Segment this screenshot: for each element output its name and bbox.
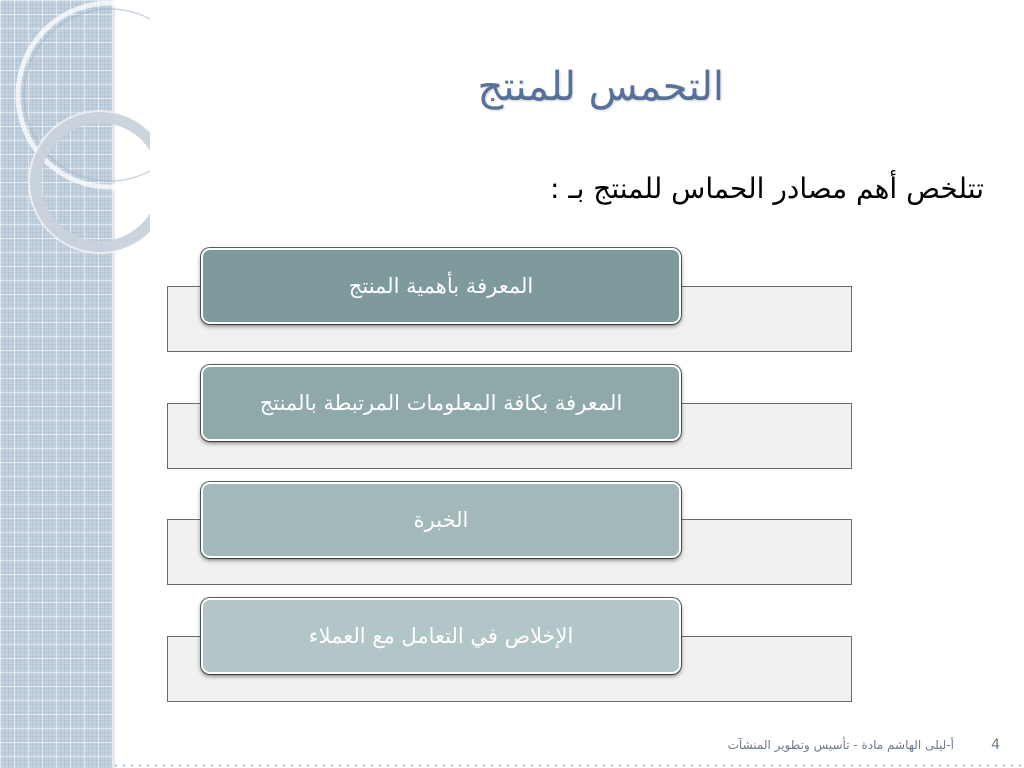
list-item-customer-loyalty: الإخلاص في التعامل مع العملاء — [201, 598, 681, 674]
list-item-experience: الخبرة — [201, 482, 681, 558]
slide-subtitle: تتلخص أهم مصادر الحماس للمنتج بـ : — [550, 172, 984, 205]
list-item-knowledge-information: المعرفة بكافة المعلومات المرتبطة بالمنتج — [201, 365, 681, 441]
slide-title: التحمس للمنتج — [477, 64, 724, 110]
bottom-dotted-divider — [112, 763, 1024, 768]
list-item-knowledge-importance: المعرفة بأهمية المنتج — [201, 248, 681, 324]
slide-footer: أ-ليلى الهاشم مادة - تأسيس وتطوير المنشآت — [727, 738, 954, 752]
page-number: 4 — [991, 737, 1000, 753]
